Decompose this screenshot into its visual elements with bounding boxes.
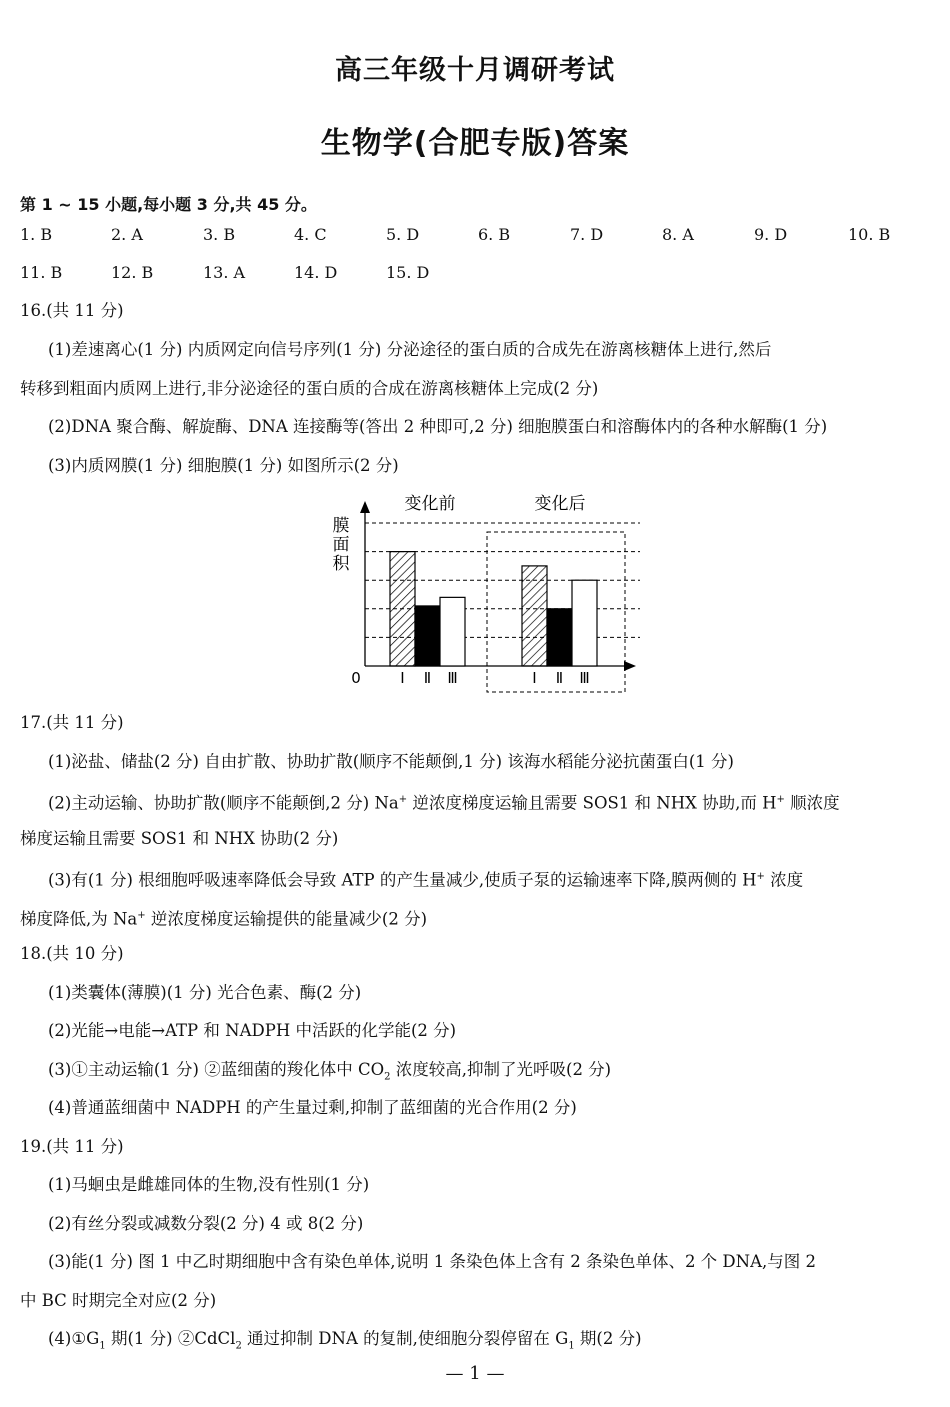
q16-part1: (1)差速离心(1 分) 内质网定向信号序列(1 分) 分泌途径的蛋白质的合成先在游离核糖体上进行,然后 <box>48 340 772 359</box>
q18-part2: (2)光能→电能→ATP 和 NADPH 中活跃的化学能(2 分) <box>48 1021 457 1040</box>
mc-answer: 11. B <box>20 263 63 282</box>
mc-answer: 8. A <box>662 225 694 244</box>
x-axis-arrow <box>624 661 636 671</box>
q16-part2: (2)DNA 聚合酶、解旋酶、DNA 连接酶等(答出 2 种即可,2 分) 细胞膜蛋白和溶酶体内的各种水解酶(1 分) <box>48 417 828 436</box>
q19-part3: (3)能(1 分) 图 1 中乙时期细胞中含有染色单体,说明 1 条染色体上含有 2 条染色单体、2 个 DNA,与图 2 <box>48 1252 816 1271</box>
category-labels <box>400 669 589 687</box>
y-axis-label-char: 膜 <box>332 516 350 536</box>
q17-part2-text: 逆浓度梯度运输且需要 SOS1 和 NHX 协助,而 H <box>407 793 777 813</box>
q16-head: 16.(共 11 分) <box>20 301 124 320</box>
q19-part1: (1)马蛔虫是雌雄同体的生物,没有性别(1 分) <box>48 1175 370 1194</box>
bar-before-3 <box>440 597 465 666</box>
q17-part3-cont <box>20 905 427 931</box>
category-label: Ⅱ <box>555 669 564 687</box>
q17-part2-cont: 梯度运输且需要 SOS1 和 NHX 协助(2 分) <box>20 829 339 848</box>
mc-answer: 2. A <box>111 225 143 244</box>
superscript: + <box>756 871 765 882</box>
q19-part4-text: 期(1 分) ②CdCl <box>105 1329 236 1348</box>
q16-part1-cont: 转移到粗面内质网上进行,非分泌途径的蛋白质的合成在游离核糖体上完成(2 分) <box>20 379 599 398</box>
mc-answer: 12. B <box>111 263 154 282</box>
mc-answer: 10. B <box>848 225 891 244</box>
superscript: + <box>137 910 146 921</box>
mc-answer: 1. B <box>20 225 53 244</box>
mc-answer: 15. D <box>386 263 430 282</box>
mc-answer: 14. D <box>294 263 338 282</box>
q19-part4-text: 期(2 分) <box>574 1329 642 1348</box>
chart-svg <box>330 485 650 700</box>
subscript: 1 <box>568 1340 575 1352</box>
group-labels <box>405 494 586 514</box>
q17-head: 17.(共 11 分) <box>20 713 124 732</box>
q18-part3-text: 浓度较高,抑制了光呼吸(2 分) <box>390 1060 612 1079</box>
category-label: Ⅲ <box>447 669 458 687</box>
q19-part3-cont: 中 BC 时期完全对应(2 分) <box>20 1291 217 1310</box>
q17-part3-text: 梯度降低,为 Na <box>20 909 138 929</box>
q18-head: 18.(共 10 分) <box>20 944 124 963</box>
q17-part3 <box>48 866 803 892</box>
page-number: — 1 — <box>445 1363 505 1384</box>
q16-part3: (3)内质网膜(1 分) 细胞膜(1 分) 如图所示(2 分) <box>48 456 399 475</box>
origin-label: 0 <box>351 669 361 687</box>
subscript: 2 <box>235 1340 242 1352</box>
mc-answer: 7. D <box>570 225 604 244</box>
q19-part4-text: 通过抑制 DNA 的复制,使细胞分裂停留在 G <box>241 1329 569 1348</box>
q19-head: 19.(共 11 分) <box>20 1137 124 1156</box>
q19-part2: (2)有丝分裂或减数分裂(2 分) 4 或 8(2 分) <box>48 1214 364 1233</box>
q17-part2 <box>48 789 840 815</box>
q18-part4: (4)普通蓝细菌中 NADPH 的产生量过剩,抑制了蓝细菌的光合作用(2 分) <box>48 1098 577 1117</box>
bar-after-1 <box>522 566 547 666</box>
bar-after-3 <box>572 580 597 666</box>
bar-before-2 <box>415 606 440 666</box>
q18-part3-text: (3)①主动运输(1 分) ②蓝细菌的羧化体中 CO <box>48 1060 385 1079</box>
q19-part4 <box>48 1328 642 1357</box>
mc-answer: 3. B <box>203 225 236 244</box>
bar-before-1 <box>390 552 415 666</box>
q17-part1: (1)泌盐、储盐(2 分) 自由扩散、协助扩散(顺序不能颠倒,1 分) 该海水稻能分泌抗菌蛋白(1 分) <box>48 752 734 771</box>
mc-intro: 第 1 ~ 15 小题,每小题 3 分,共 45 分。 <box>20 195 317 214</box>
q17-part3-text: (3)有(1 分) 根细胞呼吸速率降低会导致 ATP 的产生量减少,使质子泵的运输速率下降,膜两侧的 H <box>48 870 757 890</box>
y-axis-label-char: 积 <box>332 554 350 574</box>
group-label: 变化前 <box>404 494 456 514</box>
mc-answer: 9. D <box>754 225 788 244</box>
y-axis-arrow <box>360 501 370 513</box>
y-axis-label-char: 面 <box>332 535 350 555</box>
q17-part2-text: 顺浓度 <box>784 793 840 813</box>
superscript: + <box>776 794 785 805</box>
category-label: Ⅱ <box>423 669 432 687</box>
q17-part3-text: 逆浓度梯度运输提供的能量减少(2 分) <box>145 909 428 929</box>
subscript: 1 <box>99 1340 106 1352</box>
membrane-area-chart <box>330 485 650 700</box>
page-subtitle: 生物学(合肥专版)答案 <box>320 126 630 161</box>
q18-part1: (1)类囊体(薄膜)(1 分) 光合色素、酶(2 分) <box>48 983 362 1002</box>
mc-answer: 6. B <box>478 225 511 244</box>
mc-answer: 13. A <box>203 263 246 282</box>
group-label: 变化后 <box>534 494 586 514</box>
q19-part4-text: (4)①G <box>48 1329 100 1348</box>
q17-part3-text: 浓度 <box>764 870 804 890</box>
page-title: 高三年级十月调研考试 <box>335 55 615 86</box>
superscript: + <box>398 794 408 805</box>
mc-answer: 5. D <box>386 225 420 244</box>
bar-after-2 <box>547 609 572 666</box>
q17-part2-text: (2)主动运输、协助扩散(顺序不能颠倒,2 分) Na <box>48 793 399 813</box>
subscript: 2 <box>384 1071 391 1083</box>
category-label: Ⅰ <box>532 669 537 687</box>
q18-part3 <box>48 1059 611 1088</box>
category-label: Ⅰ <box>400 669 405 687</box>
category-label: Ⅲ <box>579 669 590 687</box>
mc-answer: 4. C <box>294 225 327 244</box>
